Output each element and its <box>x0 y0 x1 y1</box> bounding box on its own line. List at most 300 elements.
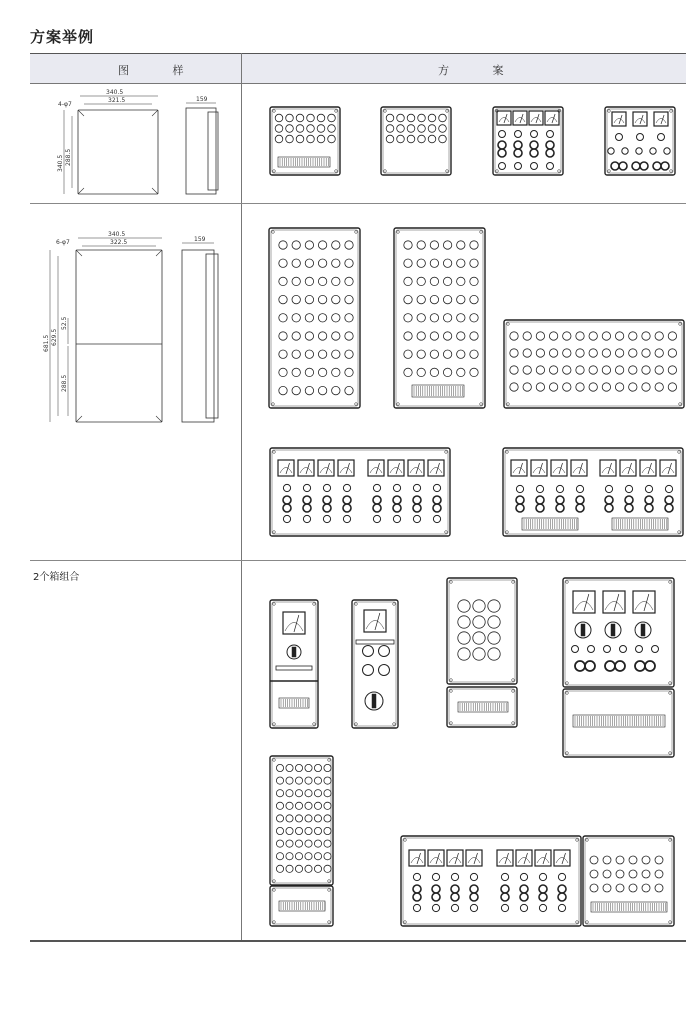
socket-hole <box>275 114 283 122</box>
scheme-panel-tall <box>394 228 485 408</box>
socket-hole <box>655 332 663 340</box>
page-title: 方案举例 <box>30 28 95 46</box>
socket-hole <box>404 314 412 322</box>
socket-hole <box>417 368 425 376</box>
scheme-combo-top <box>563 578 674 687</box>
socket-hole <box>295 827 302 834</box>
socket-hole <box>305 386 313 394</box>
socket-hole <box>642 856 650 864</box>
socket-hole <box>602 383 610 391</box>
socket-hole <box>292 368 300 376</box>
socket-hole <box>328 135 336 143</box>
socket-hole <box>404 295 412 303</box>
socket-hole <box>418 125 426 133</box>
socket-hole <box>292 295 300 303</box>
socket-hole <box>629 366 637 374</box>
socket-hole <box>324 764 331 771</box>
socket-hole <box>332 277 340 285</box>
socket-hole <box>602 332 610 340</box>
socket-hole <box>386 135 394 143</box>
socket-hole <box>286 802 293 809</box>
socket-hole <box>318 295 326 303</box>
socket-hole <box>470 350 478 358</box>
socket-hole <box>576 349 584 357</box>
terminal-strip <box>591 902 667 912</box>
socket-hole <box>345 350 353 358</box>
socket-hole <box>345 386 353 394</box>
dim-holes: 6-φ7 <box>56 239 70 246</box>
socket-hole <box>279 368 287 376</box>
socket-hole <box>276 853 283 860</box>
scheme-combo-single <box>270 600 318 728</box>
socket-hole <box>318 368 326 376</box>
socket-hole <box>318 241 326 249</box>
socket-hole <box>642 349 650 357</box>
socket-hole <box>523 366 531 374</box>
socket-hole <box>417 295 425 303</box>
scheme-combo-wide <box>401 836 581 926</box>
plug-socket <box>451 885 459 893</box>
socket-hole <box>292 259 300 267</box>
socket-hole <box>615 332 623 340</box>
socket-hole <box>470 295 478 303</box>
socket-hole <box>430 277 438 285</box>
socket-hole <box>655 349 663 357</box>
plug-socket <box>625 496 633 504</box>
plug-socket <box>558 885 566 893</box>
socket-hole <box>324 840 331 847</box>
socket-hole <box>430 368 438 376</box>
dim-depth: 159 <box>196 96 208 103</box>
socket-hole <box>404 241 412 249</box>
enclosure-front-drawing-small <box>64 96 158 194</box>
socket-hole <box>457 332 465 340</box>
socket-hole <box>276 802 283 809</box>
socket-hole <box>404 368 412 376</box>
socket-hole <box>305 332 313 340</box>
plug-socket <box>576 496 584 504</box>
socket-hole <box>523 349 531 357</box>
socket-hole <box>523 332 531 340</box>
socket-hole <box>295 777 302 784</box>
plug-socket <box>432 885 440 893</box>
socket-hole <box>317 125 325 133</box>
socket-hole <box>324 777 331 784</box>
socket-hole <box>428 114 436 122</box>
socket-hole <box>397 114 405 122</box>
socket-hole <box>642 884 650 892</box>
socket-hole <box>443 368 451 376</box>
dim-width-outer: 340.5 <box>106 89 124 96</box>
socket-hole <box>404 332 412 340</box>
socket-hole <box>305 314 313 322</box>
socket-hole <box>523 383 531 391</box>
socket-hole <box>488 632 500 644</box>
socket-hole <box>655 366 663 374</box>
socket-hole <box>655 870 663 878</box>
socket-hole <box>295 815 302 822</box>
socket-hole <box>668 349 676 357</box>
socket-hole <box>305 368 313 376</box>
socket-hole <box>279 277 287 285</box>
socket-hole <box>439 114 447 122</box>
socket-hole <box>615 383 623 391</box>
socket-hole <box>386 114 394 122</box>
plug-socket <box>539 885 547 893</box>
scheme-combo-bottom <box>563 689 674 757</box>
socket-hole <box>602 349 610 357</box>
enclosure-side-drawing-small <box>186 103 218 194</box>
socket-hole <box>488 648 500 660</box>
plug-socket <box>645 496 653 504</box>
socket-hole <box>305 295 313 303</box>
scheme-combo-top <box>447 578 517 684</box>
socket-hole <box>314 790 321 797</box>
socket-hole <box>457 277 465 285</box>
socket-hole <box>428 125 436 133</box>
scheme-combo-top <box>270 756 333 885</box>
enclosure-side-drawing-tall <box>182 243 218 422</box>
socket-hole <box>668 366 676 374</box>
socket-hole <box>314 815 321 822</box>
socket-hole <box>642 383 650 391</box>
socket-hole <box>314 764 321 771</box>
socket-hole <box>332 241 340 249</box>
socket-hole <box>345 277 353 285</box>
plug-socket <box>520 885 528 893</box>
socket-hole <box>314 777 321 784</box>
socket-hole <box>418 114 426 122</box>
socket-hole <box>443 332 451 340</box>
dim-width-inner: 321.5 <box>108 97 126 104</box>
socket-hole <box>305 277 313 285</box>
socket-hole <box>549 383 557 391</box>
socket-hole <box>397 125 405 133</box>
socket-hole <box>275 125 283 133</box>
terminal-strip <box>279 901 325 911</box>
socket-hole <box>407 135 415 143</box>
socket-hole <box>318 386 326 394</box>
socket-hole <box>470 277 478 285</box>
socket-hole <box>470 314 478 322</box>
plug-socket <box>373 496 381 504</box>
socket-hole <box>470 332 478 340</box>
dim-holes: 4-φ7 <box>58 101 72 108</box>
socket-hole <box>404 259 412 267</box>
socket-hole <box>510 366 518 374</box>
socket-hole <box>549 366 557 374</box>
socket-hole <box>279 314 287 322</box>
socket-hole <box>473 632 485 644</box>
terminal-strip <box>458 702 508 712</box>
socket-hole <box>279 295 287 303</box>
socket-hole <box>642 332 650 340</box>
socket-hole <box>602 366 610 374</box>
socket-hole <box>430 295 438 303</box>
socket-hole <box>318 314 326 322</box>
socket-hole <box>668 383 676 391</box>
socket-hole <box>616 884 624 892</box>
header-scheme: 方 案 <box>438 64 524 77</box>
socket-hole <box>279 386 287 394</box>
socket-hole <box>305 827 312 834</box>
plug-socket <box>413 496 421 504</box>
socket-hole <box>603 856 611 864</box>
socket-hole <box>642 870 650 878</box>
socket-hole <box>328 125 336 133</box>
socket-hole <box>603 870 611 878</box>
socket-hole <box>430 350 438 358</box>
socket-hole <box>324 865 331 872</box>
plug-socket <box>393 496 401 504</box>
dim-width-outer: 340.5 <box>108 231 126 238</box>
socket-hole <box>473 648 485 660</box>
socket-hole <box>549 349 557 357</box>
socket-hole <box>332 332 340 340</box>
socket-hole <box>510 383 518 391</box>
socket-hole <box>629 383 637 391</box>
socket-hole <box>457 314 465 322</box>
socket-hole <box>295 840 302 847</box>
meter-gauge <box>633 591 655 613</box>
scheme-combo-single <box>352 600 398 728</box>
socket-hole <box>417 241 425 249</box>
socket-hole <box>629 870 637 878</box>
scheme-panel-wide <box>504 320 684 408</box>
socket-hole <box>279 259 287 267</box>
socket-hole <box>458 648 470 660</box>
socket-hole <box>332 314 340 322</box>
socket-hole <box>332 386 340 394</box>
socket-hole <box>305 350 313 358</box>
socket-hole <box>417 332 425 340</box>
socket-hole <box>488 600 500 612</box>
socket-hole <box>314 802 321 809</box>
scheme-panel-wide <box>270 448 450 536</box>
socket-hole <box>324 853 331 860</box>
scheme-panel-wide <box>503 448 683 536</box>
socket-hole <box>616 870 624 878</box>
header-drawing: 图 样 <box>118 64 204 77</box>
socket-hole <box>307 114 315 122</box>
socket-hole <box>443 350 451 358</box>
socket-hole <box>439 135 447 143</box>
scheme-panel-tall <box>269 228 360 408</box>
socket-hole <box>318 350 326 358</box>
socket-hole <box>314 827 321 834</box>
socket-hole <box>589 383 597 391</box>
socket-hole <box>318 332 326 340</box>
socket-hole <box>286 827 293 834</box>
socket-hole <box>590 884 598 892</box>
socket-hole <box>457 295 465 303</box>
socket-hole <box>292 350 300 358</box>
socket-hole <box>296 135 304 143</box>
socket-hole <box>286 840 293 847</box>
socket-hole <box>439 125 447 133</box>
plug-socket <box>546 141 554 149</box>
socket-hole <box>458 632 470 644</box>
meter-gauge <box>364 610 386 632</box>
socket-hole <box>428 135 436 143</box>
socket-hole <box>668 332 676 340</box>
scheme-panel <box>381 107 451 175</box>
socket-hole <box>363 665 374 676</box>
socket-hole <box>576 383 584 391</box>
dim-height-outer: 340.5 <box>57 154 64 172</box>
scheme-panel <box>605 107 675 175</box>
socket-hole <box>629 856 637 864</box>
socket-hole <box>317 135 325 143</box>
socket-hole <box>305 777 312 784</box>
socket-hole <box>305 853 312 860</box>
socket-hole <box>279 241 287 249</box>
socket-hole <box>305 764 312 771</box>
socket-hole <box>286 777 293 784</box>
plug-socket <box>501 885 509 893</box>
socket-hole <box>563 349 571 357</box>
socket-hole <box>318 277 326 285</box>
socket-hole <box>404 277 412 285</box>
socket-hole <box>286 135 294 143</box>
socket-hole <box>295 790 302 797</box>
socket-hole <box>324 827 331 834</box>
plug-socket <box>665 496 673 504</box>
socket-hole <box>318 259 326 267</box>
socket-hole <box>276 790 283 797</box>
row-label-two-box-combination: 2个箱组合 <box>33 572 80 583</box>
socket-hole <box>317 114 325 122</box>
socket-hole <box>332 259 340 267</box>
socket-hole <box>305 815 312 822</box>
dim-mid: 52.5 <box>61 316 68 330</box>
socket-hole <box>286 865 293 872</box>
plug-socket <box>433 496 441 504</box>
socket-hole <box>305 259 313 267</box>
socket-hole <box>295 865 302 872</box>
socket-hole <box>576 332 584 340</box>
socket-hole <box>386 125 394 133</box>
socket-hole <box>457 241 465 249</box>
socket-hole <box>629 884 637 892</box>
socket-hole <box>345 368 353 376</box>
socket-hole <box>276 764 283 771</box>
socket-hole <box>307 135 315 143</box>
socket-hole <box>655 884 663 892</box>
socket-hole <box>305 241 313 249</box>
socket-hole <box>295 853 302 860</box>
plug-socket <box>556 496 564 504</box>
socket-hole <box>417 277 425 285</box>
socket-hole <box>404 350 412 358</box>
socket-hole <box>576 366 584 374</box>
socket-hole <box>589 366 597 374</box>
socket-hole <box>345 295 353 303</box>
socket-hole <box>470 259 478 267</box>
plug-socket <box>303 496 311 504</box>
socket-hole <box>430 332 438 340</box>
plug-socket <box>343 496 351 504</box>
dim-height-inner: 288.5 <box>65 148 72 166</box>
dim-lower: 288.5 <box>61 374 68 392</box>
socket-hole <box>345 259 353 267</box>
socket-hole <box>563 332 571 340</box>
socket-hole <box>286 764 293 771</box>
socket-hole <box>590 870 598 878</box>
socket-hole <box>549 332 557 340</box>
socket-hole <box>473 600 485 612</box>
socket-hole <box>458 600 470 612</box>
socket-hole <box>430 314 438 322</box>
socket-hole <box>457 259 465 267</box>
scheme-panel <box>493 107 563 175</box>
socket-hole <box>443 259 451 267</box>
socket-hole <box>305 790 312 797</box>
plug-socket <box>514 141 522 149</box>
socket-hole <box>345 332 353 340</box>
socket-hole <box>470 368 478 376</box>
socket-hole <box>276 815 283 822</box>
socket-hole <box>296 114 304 122</box>
socket-hole <box>292 386 300 394</box>
socket-hole <box>314 840 321 847</box>
dim-height-outer: 681.5 <box>43 334 50 352</box>
socket-hole <box>563 383 571 391</box>
socket-hole <box>563 366 571 374</box>
socket-hole <box>292 241 300 249</box>
socket-hole <box>332 295 340 303</box>
plug-socket <box>413 885 421 893</box>
socket-hole <box>292 314 300 322</box>
socket-hole <box>295 764 302 771</box>
socket-hole <box>324 802 331 809</box>
dim-depth: 159 <box>194 236 206 243</box>
socket-hole <box>642 366 650 374</box>
socket-hole <box>615 349 623 357</box>
socket-hole <box>276 777 283 784</box>
socket-hole <box>443 295 451 303</box>
scheme-combo-bottom <box>447 687 517 727</box>
socket-hole <box>279 332 287 340</box>
socket-hole <box>345 241 353 249</box>
plug-socket <box>516 496 524 504</box>
socket-hole <box>276 827 283 834</box>
socket-hole <box>470 241 478 249</box>
scheme-combo-side <box>583 836 674 926</box>
socket-hole <box>292 277 300 285</box>
socket-hole <box>536 383 544 391</box>
socket-hole <box>473 616 485 628</box>
socket-hole <box>295 802 302 809</box>
socket-hole <box>286 125 294 133</box>
socket-hole <box>536 332 544 340</box>
socket-hole <box>458 616 470 628</box>
socket-hole <box>655 856 663 864</box>
socket-hole <box>276 840 283 847</box>
socket-hole <box>510 349 518 357</box>
socket-hole <box>296 125 304 133</box>
scheme-panel <box>270 107 340 175</box>
socket-hole <box>332 350 340 358</box>
socket-hole <box>443 277 451 285</box>
socket-hole <box>279 350 287 358</box>
meter-gauge <box>603 591 625 613</box>
socket-hole <box>328 114 336 122</box>
socket-hole <box>457 350 465 358</box>
socket-hole <box>286 853 293 860</box>
plug-socket <box>323 496 331 504</box>
socket-hole <box>286 114 294 122</box>
